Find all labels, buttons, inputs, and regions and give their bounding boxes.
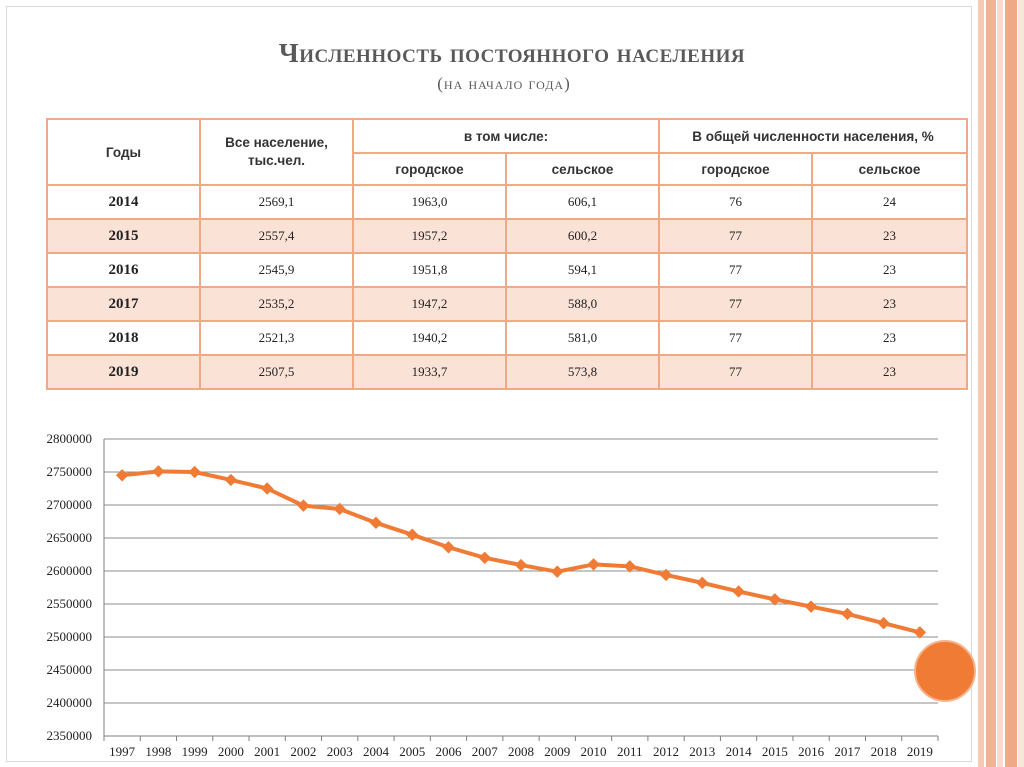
x-tick-label: 2017 [834,744,861,759]
header-rural: сельское [506,153,659,185]
cell-total: 2521,3 [200,321,353,355]
x-tick-label: 2008 [508,744,534,759]
x-tick-label: 1999 [181,744,208,759]
cell-rural: 581,0 [506,321,659,355]
x-tick-label: 2016 [798,744,825,759]
cell-total: 2535,2 [200,287,353,321]
decor-stripe [978,0,984,767]
y-tick-label: 2500000 [46,629,92,644]
decor-stripe [1018,0,1024,767]
cell-urban-pct: 77 [659,253,812,287]
cell-rural: 600,2 [506,219,659,253]
x-tick-label: 2015 [761,744,788,759]
table-row [47,253,967,287]
cell-year: 2018 [47,321,200,355]
table-row [47,219,967,253]
cell-year: 2014 [47,185,200,219]
cell-rural-pct: 23 [812,253,967,287]
cell-urban: 1951,8 [353,253,506,287]
data-point [516,560,527,571]
header-total: Все население, тыс.чел. [200,119,353,185]
data-point [407,529,418,540]
x-tick-label: 1997 [109,744,136,759]
cell-total: 2557,4 [200,219,353,253]
cell-urban-pct: 76 [659,185,812,219]
cell-rural: 606,1 [506,185,659,219]
cell-rural: 594,1 [506,253,659,287]
table-row [47,355,967,389]
series-line [122,471,920,632]
x-tick-label: 2019 [906,744,933,759]
x-tick-label: 2004 [362,744,389,759]
table-row [47,185,967,219]
x-tick-label: 2010 [580,744,607,759]
decor-stripe [997,0,1003,767]
x-tick-label: 2009 [544,744,571,759]
data-point [153,466,164,477]
data-point [588,559,599,570]
header-share: В общей численности населения, % [659,119,967,153]
data-point [697,577,708,588]
data-point [733,586,744,597]
cell-year: 2017 [47,287,200,321]
x-tick-label: 2003 [326,744,353,759]
y-tick-label: 2600000 [46,563,92,578]
cell-rural: 588,0 [506,287,659,321]
header-urban-pct: городское [659,153,812,185]
decor-stripe [986,0,996,767]
page-subtitle: (на начало года) [437,74,571,93]
cell-year: 2016 [47,253,200,287]
decor-circle [914,640,976,702]
cell-urban-pct: 77 [659,219,812,253]
cell-urban: 1957,2 [353,219,506,253]
cell-total: 2545,9 [200,253,353,287]
x-tick-label: 2006 [435,744,462,759]
data-point [370,517,381,528]
data-point [624,561,635,572]
header-urban: городское [353,153,506,185]
cell-total: 2569,1 [200,185,353,219]
table-row [47,321,967,355]
header-rural-pct: сельское [812,153,967,185]
cell-total: 2507,5 [200,355,353,389]
y-tick-label: 2550000 [46,596,92,611]
x-tick-label: 2000 [217,744,244,759]
cell-year: 2015 [47,219,200,253]
header-years: Годы [47,119,200,185]
x-tick-label: 2011 [617,744,643,759]
y-tick-label: 2700000 [46,497,92,512]
data-point [806,601,817,612]
cell-rural-pct: 23 [812,287,967,321]
y-tick-label: 2800000 [46,431,92,446]
cell-rural-pct: 23 [812,321,967,355]
data-point [117,470,128,481]
cell-urban: 1963,0 [353,185,506,219]
data-point [842,608,853,619]
x-tick-label: 2007 [471,744,498,759]
data-point [443,542,454,553]
cell-rural: 573,8 [506,355,659,389]
cell-urban: 1947,2 [353,287,506,321]
data-point [914,627,925,638]
data-point [769,594,780,605]
x-tick-label: 2005 [399,744,426,759]
population-table [46,118,968,390]
y-tick-label: 2750000 [46,464,92,479]
y-tick-label: 2350000 [46,728,92,743]
cell-urban-pct: 77 [659,321,812,355]
x-tick-label: 2002 [290,744,317,759]
x-tick-label: 2013 [689,744,716,759]
x-tick-label: 2012 [653,744,680,759]
cell-urban-pct: 77 [659,355,812,389]
cell-urban: 1940,2 [353,321,506,355]
population-line-chart [0,420,975,767]
data-point [552,566,563,577]
cell-rural-pct: 23 [812,355,967,389]
x-tick-label: 1998 [145,744,172,759]
cell-rural-pct: 23 [812,219,967,253]
page-title: Численность постоянного населения [278,38,746,68]
y-tick-label: 2450000 [46,662,92,677]
cell-urban-pct: 77 [659,287,812,321]
data-point [479,552,490,563]
table-row [47,287,967,321]
x-tick-label: 2001 [254,744,281,759]
cell-urban: 1933,7 [353,355,506,389]
data-point [878,618,889,629]
x-tick-label: 2018 [870,744,897,759]
cell-rural-pct: 24 [812,185,967,219]
header-including: в том числе: [353,119,659,153]
data-point [189,467,200,478]
cell-year: 2019 [47,355,200,389]
decor-stripe [1005,0,1017,767]
y-tick-label: 2650000 [46,530,92,545]
x-tick-label: 2014 [725,744,752,759]
y-tick-label: 2400000 [46,695,92,710]
data-point [225,474,236,485]
